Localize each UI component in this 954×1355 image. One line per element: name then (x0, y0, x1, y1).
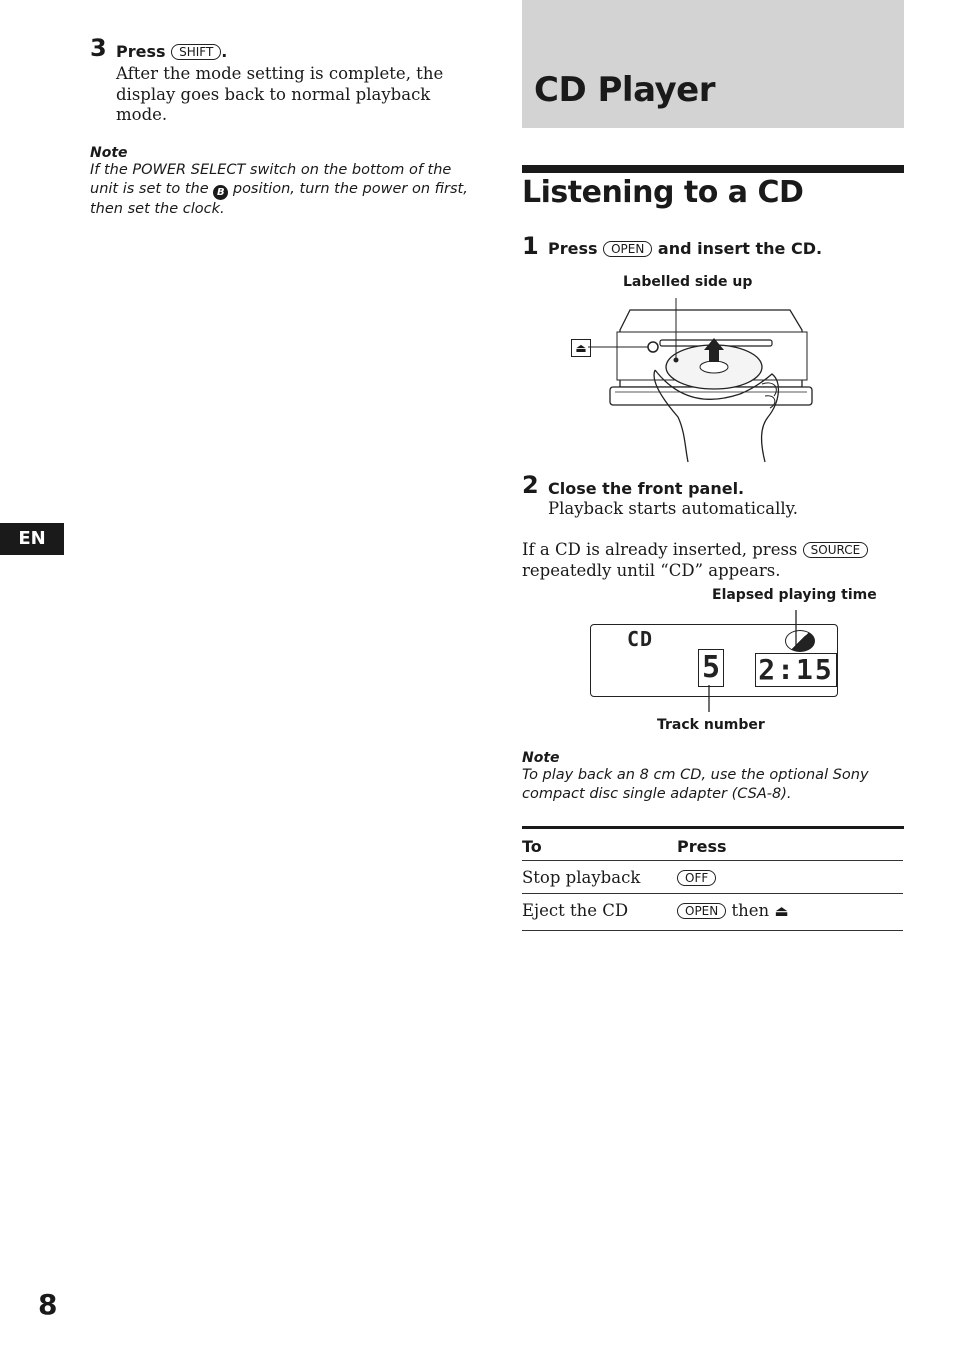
table-header-row (522, 829, 903, 861)
header-to: To (522, 829, 677, 861)
track-number-label: Track number (657, 717, 765, 733)
already-inserted-text (522, 540, 904, 581)
step-instruction (116, 42, 227, 61)
note-text-after: position, turn the power on first, then set the clock. (90, 180, 468, 217)
section-banner (522, 0, 904, 128)
already-text-before: If a CD is already inserted, press (522, 540, 798, 559)
then-text: then (731, 901, 770, 920)
open-key: OPEN (603, 241, 652, 257)
header-press: Press (677, 829, 903, 861)
insert-cd-illustration (560, 292, 830, 467)
step-title: Close the front panel. (548, 479, 745, 498)
note-text (90, 161, 475, 218)
mode-indicator: CD (627, 627, 654, 651)
press-label: Press (116, 42, 166, 61)
eject-glyph: ⏏ (575, 341, 587, 355)
display-leader-lines (700, 600, 810, 715)
source-key: SOURCE (803, 542, 869, 558)
step-number: 1 (522, 232, 539, 260)
row-press (677, 894, 903, 931)
already-text-after: repeatedly until “CD” appears. (522, 560, 781, 580)
note-text-before: If the POWER SELECT switch on the bottom of the unit is set to the (90, 162, 452, 197)
open-key: OPEN (677, 903, 726, 919)
operations-table (522, 829, 903, 931)
note-text: To play back an 8 cm CD, use the optional Sony compact disc single adapter (CSA-8). (522, 767, 869, 802)
right-note (522, 750, 904, 803)
row-action: Eject the CD (522, 894, 677, 931)
left-note (90, 145, 475, 218)
eject-icon: ⏏ (774, 902, 789, 920)
page-heading: Listening to a CD (522, 175, 804, 210)
elapsed-time-value: 2:15 (758, 653, 834, 686)
step-period: . (221, 42, 228, 61)
note-title: Note (522, 750, 560, 766)
eject-icon (571, 339, 591, 357)
off-key: OFF (677, 870, 716, 886)
labelled-side-label: Labelled side up (623, 274, 753, 290)
note-title: Note (90, 145, 128, 161)
table-row (522, 861, 903, 894)
row-press (677, 861, 903, 894)
page-number: 8 (38, 1288, 58, 1321)
track-number-value: 5 (701, 650, 721, 685)
table-row (522, 894, 903, 931)
step-description: Playback starts automatically. (548, 499, 799, 518)
heading-rule (522, 165, 904, 173)
position-b-marker: B (213, 185, 228, 200)
press-label: Press (548, 239, 598, 258)
step-rest: and insert the CD. (657, 239, 823, 258)
shift-key: SHIFT (171, 44, 221, 60)
step-number: 3 (90, 34, 107, 62)
section-title: CD Player (534, 70, 715, 110)
language-tab (0, 523, 64, 555)
step-instruction (548, 239, 822, 258)
row-action: Stop playback (522, 861, 677, 894)
step-number: 2 (522, 471, 539, 499)
language-code: EN (18, 528, 46, 549)
step-description: After the mode setting is complete, the display goes back to normal playback mode. (116, 64, 444, 124)
elapsed-time-label: Elapsed playing time (712, 587, 877, 603)
